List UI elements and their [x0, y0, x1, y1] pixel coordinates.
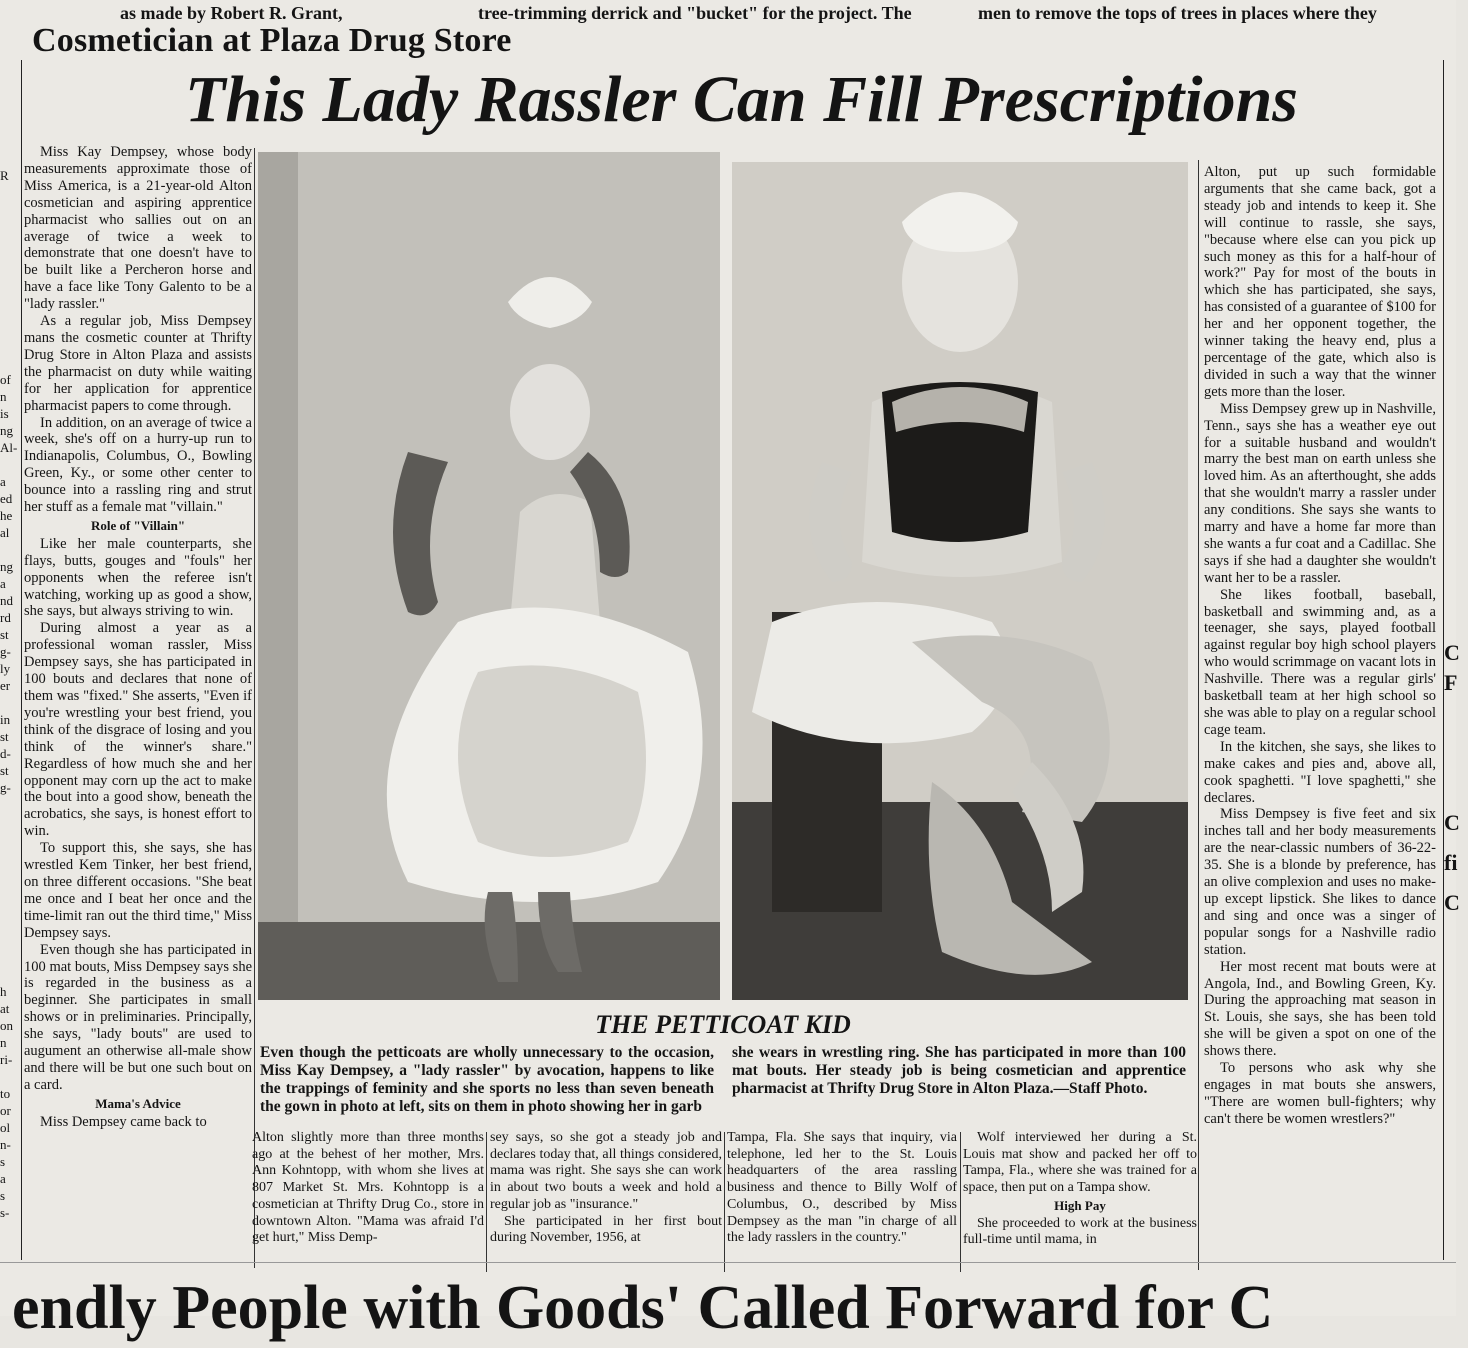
edge-fragment	[0, 694, 18, 711]
paragraph: Like her male counterparts, she flays, butts, gouges and "fouls" her opponents when the referee isn't watching, working up as good a show, she says, but always striving to win.	[24, 535, 252, 620]
edge-fragment	[0, 184, 18, 201]
edge-fragment: R	[0, 168, 9, 183]
edge-fragment: d-	[0, 746, 11, 761]
edge-fragment: g-	[0, 780, 11, 795]
edge-fragment	[0, 337, 18, 354]
paragraph: In addition, on an average of twice a week, she's off on a hurry-up run to Indianapolis, Columbus, O., Bowling Green, Ky., or some other center to bounce into a rassling ring and strut her stuff as a female mat "villain."	[24, 414, 252, 516]
edge-fragment	[0, 286, 18, 303]
edge-fragment: a	[0, 1171, 6, 1186]
edge-fragment: st	[0, 729, 9, 744]
edge-fragment: ly	[0, 661, 11, 676]
right-column-rule	[1443, 60, 1444, 1260]
edge-fragment: fi	[1444, 850, 1458, 875]
column-divider	[724, 1132, 725, 1272]
column-divider	[1198, 160, 1199, 1270]
subhead: High Pay	[1054, 1197, 1106, 1213]
edge-fragment	[0, 881, 18, 898]
article-column-bottom-2	[490, 1130, 722, 1290]
photo-petticoat-gown	[258, 152, 720, 1000]
edge-fragment	[0, 796, 18, 813]
edge-fragment: s-	[0, 1205, 10, 1220]
next-story-headline-fragment: endly People with Goods' Called Forward for C	[12, 1274, 1274, 1342]
paragraph: Even though she has participated in 100 mat bouts, Miss Dempsey says she is regarded in the business as a beginner. She participates in small shows or in preliminaries. Principally, she says, "lady bouts" are used to augument an otherwise all-male show and there will be but one such bout on a card.	[24, 941, 252, 1093]
edge-fragment: on	[0, 1018, 13, 1033]
top-fragment-right: men to remove the tops of trees in places where they	[978, 3, 1377, 23]
article-column-bottom-4	[963, 1130, 1197, 1290]
edge-fragment	[0, 235, 18, 252]
column-divider	[486, 1132, 487, 1272]
right-edge-column-fragments	[1444, 640, 1460, 1240]
edge-fragment: n	[0, 1035, 7, 1050]
photo-suit-illustration	[732, 162, 1188, 1000]
paragraph: Her most recent mat bouts were at Angola, Ind., and Bowling Green, Ky. During the approaching mat season in St. Louis, she says, she has been told she will be given a spot on one of the shows there.	[1204, 958, 1436, 1060]
kicker-head: Cosmetician at Plaza Drug Store	[32, 22, 512, 59]
edge-fragment	[0, 303, 18, 320]
edge-fragment	[0, 456, 18, 473]
caption-text-right: she wears in wrestling ring. She has participated in more than 100 mat bouts. Her steady job is being cosmetician and apprentice pharmacist at Thrifty Drug Store in Alton Plaza.—Staff Photo.	[732, 1044, 1186, 1097]
edge-fragment	[0, 1068, 18, 1085]
paragraph: sey says, so she got a steady job and declares today that, all things considered, mama was right. She says she can work in about two bouts a week and hold a regular job as "insurance."	[490, 1130, 722, 1212]
edge-fragment: C	[1444, 640, 1460, 665]
edge-fragment	[0, 966, 18, 983]
edge-fragment	[0, 252, 18, 269]
edge-fragment: F	[1444, 670, 1458, 695]
caption-title: THE PETTICOAT KID	[595, 1010, 851, 1039]
paragraph: Tampa, Fla. She says that inquiry, via telephone, led her to the St. Louis headquarters of the area rassling business and thence to Billy Wolf of Columbus, O., described by Miss Dempsey as the man "in charge of all the lady rasslers in the country."	[727, 1130, 957, 1246]
edge-fragment	[0, 847, 18, 864]
paragraph: During almost a year as a professional woman rassler, Miss Dempsey says, she has participated in 100 bouts and declares that none of them was "fixed." She asserts, "Even if you're wrestling your best friend, you think of the disgrace of losing and you think of the winner's share." Regardless of how much she and her opponent may corn up the act to make the bout into a good show, beneath the acrobatics, she says, is honest effort to win.	[24, 620, 252, 840]
edge-fragment	[0, 320, 18, 337]
paragraph: Miss Dempsey grew up in Nashville, Tenn., says she has a weather eye out for a suitable husband and wouldn't marry the best man on earth unless she loved him. As an afterthought, she adds that she wouldn't marry a rassler under any conditions. She says she wants to marry and have a home far more than she wants a fur coat and a Cadillac. She says if she had a daughter she wouldn't want her to be a rassler.	[1204, 400, 1436, 586]
edge-fragment	[0, 949, 18, 966]
edge-fragment: rd	[0, 610, 11, 625]
paragraph: Miss Dempsey came back to	[40, 1113, 207, 1130]
top-fragment-mid: tree-trimming derrick and "bucket" for the project. The	[478, 3, 912, 23]
edge-fragment: ng	[0, 559, 13, 574]
subhead: Role of "Villain"	[90, 517, 186, 533]
paragraph: To persons who ask why she engages in mat bouts she answers, "There are women bull-fighters; why can't there be women wrestlers?"	[1204, 1060, 1436, 1127]
edge-fragment	[0, 218, 18, 235]
column-divider	[254, 148, 255, 1268]
headline: This Lady Rassler Can Fill Prescriptions	[185, 63, 1298, 136]
edge-fragment: in	[0, 712, 11, 727]
edge-fragment: nd	[0, 593, 13, 608]
edge-fragment: al	[0, 525, 10, 540]
edge-fragment: h	[0, 984, 7, 999]
edge-fragment	[0, 830, 18, 847]
edge-fragment: at	[0, 1001, 10, 1016]
edge-fragment: ng	[0, 423, 13, 438]
paragraph: She proceeded to work at the business full-time until mama, in	[963, 1215, 1197, 1248]
edge-fragment: ol	[0, 1120, 11, 1135]
edge-fragment: s	[0, 1188, 6, 1203]
paragraph: To support this, she says, she has wrestled Kem Tinker, her best friend, on three different occasions. "She beat me once and I beat her once and the time-limit ran out the third time," Miss Dempsey says.	[24, 840, 252, 941]
edge-fragment	[0, 864, 18, 881]
edge-fragment	[0, 932, 18, 949]
edge-fragment: s	[0, 1154, 6, 1169]
edge-fragment: C	[1444, 810, 1460, 835]
edge-fragment: n	[0, 389, 7, 404]
edge-fragment: st	[0, 763, 9, 778]
left-column-rule	[21, 60, 22, 1260]
edge-fragment: g-	[0, 644, 11, 659]
edge-fragment	[0, 541, 18, 558]
edge-fragment: or	[0, 1103, 11, 1118]
edge-fragment: C	[1444, 890, 1460, 915]
edge-fragment: a	[0, 576, 6, 591]
edge-fragment	[0, 915, 18, 932]
article-column-right	[1204, 164, 1436, 1284]
edge-fragment	[0, 269, 18, 286]
paragraph: Alton slightly more than three months ago at the behest of her mother, Mrs. Ann Kohntopp, with whom she lives at 807 Market St. Mrs. Kohntopp is a cosmetician at Thrifty Drug Co., store in downtown Alton. "Mama was afraid I'd get hurt," Miss Demp-	[252, 1130, 484, 1246]
edge-fragment	[0, 813, 18, 830]
edge-fragment	[0, 354, 18, 371]
edge-fragment: Al-	[0, 440, 18, 455]
edge-fragment: of	[0, 372, 11, 387]
fold-line	[0, 1262, 1456, 1263]
column-divider	[960, 1132, 961, 1272]
top-fragment-left: as made by Robert R. Grant,	[120, 3, 343, 23]
edge-fragment: st	[0, 627, 9, 642]
edge-fragment	[0, 898, 18, 915]
edge-fragment: ri-	[0, 1052, 13, 1067]
paragraph: Wolf interviewed her during a St. Louis mat show and packed her off to Tampa, Fla., where she was trained for a space, then put on a Tampa show.	[963, 1130, 1197, 1196]
paragraph: In the kitchen, she says, she likes to make cakes and pies and, above all, cook spaghetti. "I love spaghetti," she declares.	[1204, 738, 1436, 806]
paragraph: As a regular job, Miss Dempsey mans the cosmetic counter at Thrifty Drug Store in Alton Plaza and assists the pharmacist on duty while waiting for her application for apprentice pharmacist papers to come through.	[24, 313, 252, 414]
edge-fragment	[0, 201, 18, 218]
photo-gown-illustration	[258, 152, 720, 1000]
paragraph: Miss Dempsey is five feet and six inches tall and her body measurements are the near-classic numbers of 36-22-35. She is a blonde by preference, has an olive complexion and uses no make-up except lipstick. She likes to dance and sing and once was a singer of popular songs for a Nashville radio station.	[1204, 806, 1436, 958]
paragraph: She participated in her first bout during November, 1956, at	[490, 1213, 722, 1246]
left-edge-column-fragments	[0, 150, 18, 1260]
paragraph: Alton, put up such formidable arguments that she came back, got a steady job and intends to keep it. She will continue to rassle, she says, "because where else can you pick up such money as this for a half-hour of work?" Pay for most of the bouts in which she has participated, she says, has consisted of a guarantee of $100 for her and her opponent together, the winner taking the heavy end, plus a percentage of the gate, which also is divided in such a way that the winner gets more than the loser.	[1204, 164, 1436, 400]
caption-text-left: Even though the petticoats are wholly unnecessary to the occasion, Miss Kay Dempsey, a "lady rassler" by avocation, happens to like the trappings of feminity and she sports no less than seven beneath the gown in photo at left, sits on them in photo showing her in garb	[260, 1044, 714, 1115]
subhead: Mama's Advice	[95, 1095, 181, 1111]
edge-fragment	[0, 150, 18, 167]
edge-fragment: is	[0, 406, 9, 421]
article-column-bottom-3	[727, 1130, 957, 1290]
photo-wrestling-suit	[732, 162, 1188, 1000]
paragraph: She likes football, baseball, basketball and swimming and, as a teenager, she says, played football against regular boy high school players who would scrimmage on vacant lots in Nashville. There was a regular girls' basketball team at her high school so she was able to play on a regular school cage team.	[1204, 586, 1436, 738]
edge-fragment: to	[0, 1086, 11, 1101]
edge-fragment: er	[0, 678, 11, 693]
edge-fragment: ed	[0, 491, 13, 506]
edge-fragment: he	[0, 508, 13, 523]
edge-fragment: n-	[0, 1137, 11, 1152]
paragraph: Miss Kay Dempsey, whose body measurements approximate those of Miss America, is a 21-year-old Alton cosmetician and aspiring apprentice pharmacist who sallies out on an average of twice a week to demonstrate that one doesn't have to be built like a Percheron horse and have a face like Tony Galento to be a "lady rassler."	[24, 144, 252, 313]
article-column-bottom-1	[252, 1130, 484, 1290]
article-column-left	[24, 144, 252, 1262]
edge-fragment: a	[0, 474, 6, 489]
